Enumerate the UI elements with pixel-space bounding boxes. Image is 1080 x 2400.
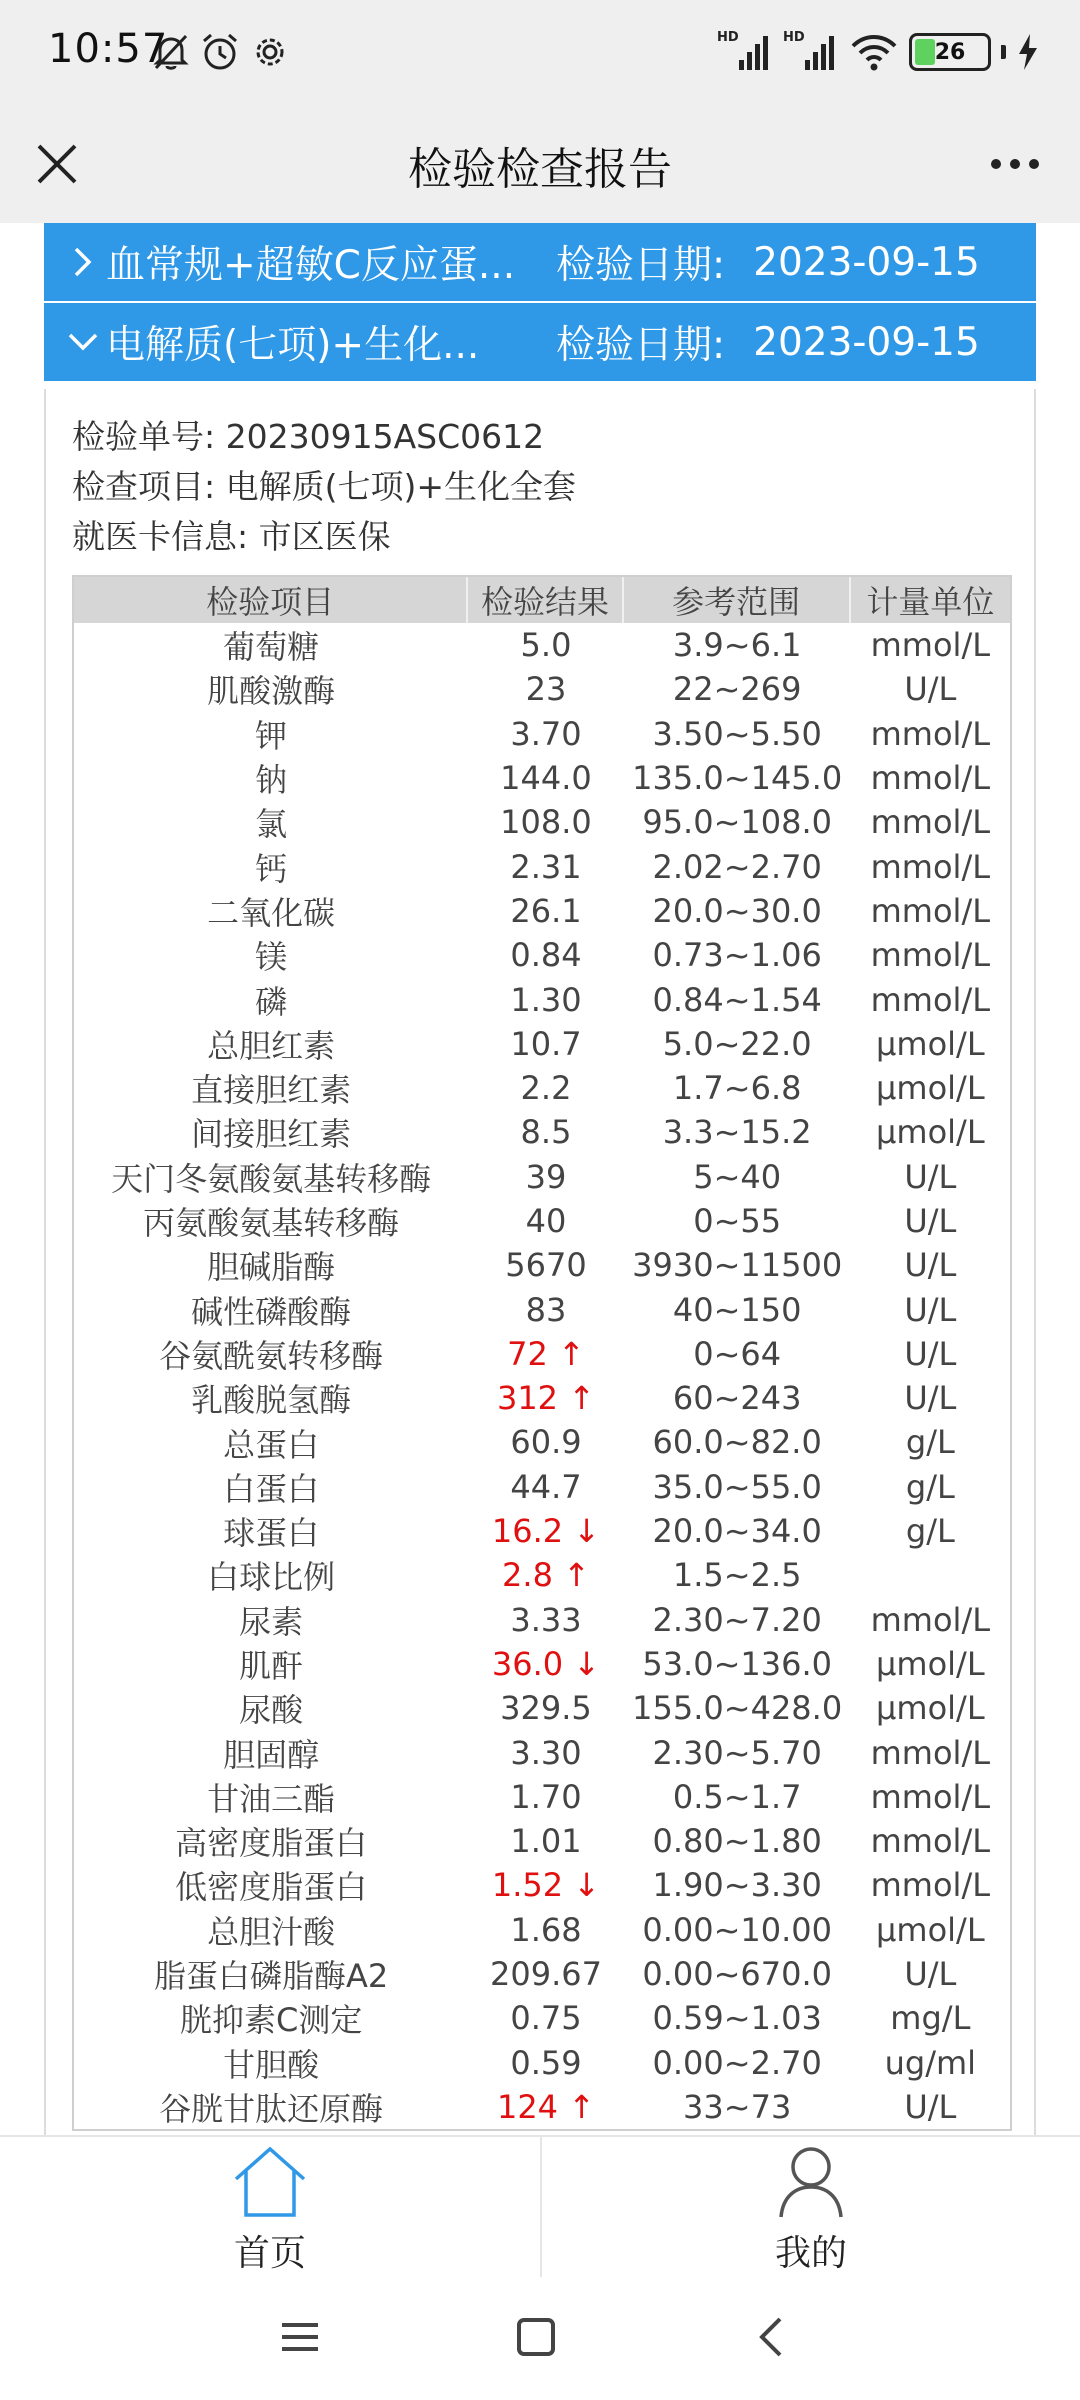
header-result: 检验结果 (468, 577, 623, 623)
cell-result: 0.84 (510, 936, 582, 975)
cell-range: 155.0~428.0 (632, 1689, 843, 1728)
report-content (0, 223, 1080, 2135)
cell-item-name: 胱抑素C测定 (179, 2001, 363, 2040)
cell-item-name: 尿酸 (239, 1691, 304, 1730)
cell-range: 0.84~1.54 (652, 980, 822, 1019)
table-row (74, 844, 1010, 888)
cell-item-name: 天门冬氨酸氨基转移酶 (111, 1159, 432, 1198)
cell-unit: U/L (904, 2087, 957, 2126)
charging-icon (1016, 32, 1040, 72)
cell-range: 3.3~15.2 (662, 1113, 812, 1152)
cell-unit: U/L (904, 1290, 957, 1329)
cell-range: 95.0~108.0 (642, 803, 832, 842)
cell-unit: g/L (905, 1512, 955, 1551)
cell-item-name: 谷胱甘肽还原酶 (159, 2089, 384, 2128)
status-time: 10:57 (48, 26, 169, 72)
home-square-icon[interactable] (506, 2307, 566, 2367)
cell-unit: mmol/L (870, 936, 991, 975)
system-nav (0, 2277, 1080, 2400)
cell-range: 2.02~2.70 (652, 847, 822, 886)
cell-result: 1.30 (510, 980, 582, 1019)
table-row (74, 977, 1010, 1021)
table-row (74, 933, 1010, 977)
cell-range: 3.50~5.50 (652, 714, 822, 753)
alarm-icon (198, 30, 242, 74)
cell-result: 0.75 (510, 1999, 582, 2038)
cell-unit: μmol/L (876, 1689, 985, 1728)
cell-unit: mg/L (890, 1999, 971, 2038)
cell-unit: mmol/L (870, 1777, 991, 1816)
cell-unit: μmol/L (876, 1069, 985, 1108)
table-row (74, 1110, 1010, 1154)
cell-unit: U/L (904, 1246, 957, 1285)
table-row (74, 1730, 1010, 1774)
header-item: 检验项目 (74, 577, 468, 623)
cell-result: 23 (525, 670, 567, 709)
signal-icon-2: HD (783, 30, 839, 74)
table-row (74, 1376, 1010, 1420)
menu-icon[interactable] (270, 2307, 330, 2367)
cell-item-name: 总胆红素 (207, 1026, 336, 1065)
app-bar (0, 105, 1080, 223)
cell-unit: μmol/L (876, 1910, 985, 1949)
table-row (74, 2041, 1010, 2085)
cell-result: 39 (525, 1157, 567, 1196)
cell-item-name: 碱性磷酸酶 (191, 1292, 352, 1331)
cell-unit: U/L (904, 1379, 957, 1418)
cell-result: 144.0 (500, 759, 592, 798)
cell-range: 33~73 (683, 2087, 792, 2126)
home-icon (230, 2143, 310, 2221)
cell-range: 5.0~22.0 (662, 1024, 812, 1063)
cell-unit: mmol/L (870, 803, 991, 842)
cell-result: 10.7 (510, 1024, 582, 1063)
nav-mine[interactable] (540, 2137, 1080, 2277)
cell-range: 0.00~670.0 (642, 1955, 832, 1994)
cell-range: 1.5~2.5 (672, 1556, 802, 1595)
status-right (717, 30, 1040, 74)
cell-range: 3.9~6.1 (672, 626, 802, 665)
cell-unit: mmol/L (870, 1822, 991, 1861)
accordion-date: 2023-09-15 (753, 239, 980, 285)
mute-bell-icon (150, 30, 192, 74)
cell-item-name: 高密度脂蛋白 (175, 1824, 368, 1863)
cell-range: 20.0~30.0 (652, 891, 822, 930)
chevron-down-icon (66, 325, 100, 359)
table-body (74, 623, 1010, 2129)
cell-item-name: 钠 (255, 761, 288, 800)
cell-range: 1.7~6.8 (672, 1069, 802, 1108)
cell-result: 60.9 (510, 1423, 582, 1462)
cell-unit: mmol/L (870, 1733, 991, 1772)
signal-icon: HD (717, 30, 773, 74)
status-bar (0, 0, 1080, 105)
cell-item-name: 氯 (255, 805, 288, 844)
cell-item-name: 低密度脂蛋白 (175, 1868, 368, 1907)
cell-item-name: 总胆汁酸 (207, 1912, 336, 1951)
table-row (74, 800, 1010, 844)
cell-range: 22~269 (672, 670, 802, 709)
table-row (74, 1420, 1010, 1464)
cell-unit: μmol/L (876, 1024, 985, 1063)
cell-result: 329.5 (500, 1689, 592, 1728)
nav-mine-label: 我的 (774, 2233, 847, 2274)
accordion-title: 电解质(七项)+生化... (106, 323, 480, 368)
accordion-blood-routine[interactable] (44, 223, 1036, 301)
more-icon[interactable] (980, 137, 1050, 191)
cell-range: 2.30~7.20 (652, 1600, 822, 1639)
battery-icon (909, 33, 991, 71)
cell-range: 20.0~34.0 (652, 1512, 822, 1551)
cell-range: 60.0~82.0 (652, 1423, 822, 1462)
table-row (74, 1642, 1010, 1686)
cell-range: 0~55 (693, 1202, 782, 1240)
table-row (74, 667, 1010, 711)
back-icon[interactable] (742, 2307, 802, 2367)
table-header (74, 577, 1010, 623)
cell-item-name: 丙氨酸氨基转移酶 (143, 1204, 400, 1243)
cell-result: 83 (525, 1290, 567, 1329)
table-row (74, 889, 1010, 933)
cell-item-name: 白球比例 (207, 1558, 336, 1597)
cell-result: 2.31 (510, 847, 582, 886)
wifi-icon (849, 30, 899, 74)
cell-unit: μmol/L (876, 1644, 985, 1683)
cell-unit: mmol/L (870, 891, 991, 930)
table-row (74, 1022, 1010, 1066)
gear-icon (252, 30, 288, 74)
cell-range: 5~40 (693, 1157, 782, 1196)
cell-unit: mmol/L (870, 980, 991, 1019)
cell-unit: μmol/L (876, 1113, 985, 1152)
cell-range: 0.00~2.70 (652, 2043, 822, 2082)
cell-result: 3.30 (510, 1733, 582, 1772)
cell-unit: g/L (905, 1467, 955, 1506)
cell-unit: mmol/L (870, 1600, 991, 1639)
cell-unit: U/L (904, 1157, 957, 1196)
table-row (74, 1066, 1010, 1110)
cell-unit: U/L (904, 1202, 957, 1240)
cell-result: 40 (525, 1202, 567, 1240)
accordion-electrolyte[interactable] (44, 303, 1036, 381)
cell-item-name: 胆碱脂酶 (207, 1248, 336, 1287)
cell-item-name: 间接胆红素 (191, 1115, 352, 1154)
cell-result: 8.5 (520, 1113, 572, 1152)
cell-range: 135.0~145.0 (632, 759, 843, 798)
cell-result: 1.52 ↓ (491, 1866, 601, 1905)
cell-item-name: 总蛋白 (223, 1425, 320, 1464)
cell-result: 5.0 (520, 626, 572, 665)
cell-range: 0.00~10.00 (642, 1910, 832, 1949)
cell-item-name: 谷氨酰氨转移酶 (159, 1336, 384, 1375)
cell-result: 124 ↑ (496, 2087, 596, 2126)
table-row (74, 1863, 1010, 1907)
cell-result: 312 ↑ (496, 1379, 596, 1418)
table-row (74, 1996, 1010, 2040)
cell-result: 108.0 (500, 803, 592, 842)
table-row (74, 712, 1010, 756)
table-row (74, 1155, 1010, 1199)
table-row (74, 1952, 1010, 1996)
header-range: 参考范围 (624, 577, 851, 623)
cell-result: 36.0 ↓ (491, 1644, 601, 1683)
cell-result: 0.59 (510, 2043, 582, 2082)
cell-unit: U/L (904, 670, 957, 709)
accordion-date-label: 检验日期: (556, 243, 726, 288)
cell-range: 53.0~136.0 (642, 1644, 832, 1683)
table-row (74, 1686, 1010, 1730)
cell-unit: ug/ml (884, 2043, 977, 2082)
table-row (74, 1332, 1010, 1376)
cell-range: 35.0~55.0 (652, 1467, 822, 1506)
accordion-title: 血常规+超敏C反应蛋... (106, 243, 516, 288)
cell-item-name: 直接胆红素 (191, 1071, 352, 1110)
table-row (74, 756, 1010, 800)
cell-result: 1.70 (510, 1777, 582, 1816)
results-table (72, 575, 1012, 2131)
cell-unit: mmol/L (870, 714, 991, 753)
table-row (74, 1287, 1010, 1331)
table-row (74, 1819, 1010, 1863)
table-row (74, 1908, 1010, 1952)
cell-result: 3.70 (510, 714, 582, 753)
page-title: 检验检查报告 (408, 144, 672, 195)
cell-item-name: 甘油三酯 (207, 1779, 336, 1818)
cell-item-name: 镁 (255, 938, 288, 977)
cell-item-name: 甘胆酸 (223, 2045, 320, 2084)
cell-item-name: 肌酸激酶 (207, 672, 336, 711)
order-number: 检验单号: 20230915ASC0612 (72, 417, 545, 456)
cell-result: 26.1 (510, 891, 582, 930)
cell-item-name: 钙 (255, 849, 288, 888)
table-row (74, 1465, 1010, 1509)
user-icon (771, 2143, 851, 2221)
cell-result: 2.8 ↑ (502, 1556, 590, 1595)
cell-unit: mmol/L (870, 759, 991, 798)
cell-unit: U/L (904, 1334, 957, 1373)
table-row (74, 1775, 1010, 1819)
cell-range: 0.73~1.06 (652, 936, 822, 975)
bottom-nav (0, 2135, 1080, 2277)
cell-item-name: 球蛋白 (223, 1514, 320, 1553)
table-row (74, 1509, 1010, 1553)
cell-item-name: 胆固醇 (223, 1735, 320, 1774)
cell-result: 44.7 (510, 1467, 582, 1506)
cell-item-name: 磷 (255, 982, 288, 1021)
cell-result: 16.2 ↓ (491, 1512, 601, 1551)
cell-result: 72 ↑ (507, 1334, 585, 1373)
cell-item-name: 肌酐 (239, 1646, 304, 1685)
cell-range: 0.5~1.7 (672, 1777, 802, 1816)
cell-unit: U/L (904, 1955, 957, 1994)
cell-result: 2.2 (520, 1069, 572, 1108)
accordion-date: 2023-09-15 (753, 319, 980, 365)
exam-item: 检查项目: 电解质(七项)+生化全套 (72, 467, 577, 506)
battery-cap (1001, 45, 1006, 59)
cell-range: 0.59~1.03 (652, 1999, 822, 2038)
cell-range: 60~243 (672, 1379, 802, 1418)
medical-card-info: 就医卡信息: 市区医保 (72, 517, 391, 556)
nav-home[interactable] (0, 2137, 540, 2277)
table-row (74, 1553, 1010, 1597)
accordion-date-label: 检验日期: (556, 323, 726, 368)
table-row (74, 1598, 1010, 1642)
report-panel (44, 389, 1036, 2137)
table-row (74, 2085, 1010, 2129)
table-row (74, 623, 1010, 667)
cell-range: 1.90~3.30 (652, 1866, 822, 1905)
cell-unit: mmol/L (870, 847, 991, 886)
cell-item-name: 二氧化碳 (207, 893, 336, 932)
cell-range: 40~150 (672, 1290, 802, 1329)
cell-item-name: 脂蛋白磷脂酶A2 (154, 1957, 389, 1996)
cell-item-name: 乳酸脱氢酶 (191, 1381, 352, 1420)
cell-item-name: 钾 (255, 716, 288, 755)
cell-result: 5670 (505, 1246, 587, 1285)
cell-range: 2.30~5.70 (652, 1733, 822, 1772)
cell-range: 3930~11500 (632, 1246, 843, 1285)
nav-home-label: 首页 (233, 2233, 306, 2274)
battery-level: 26 (934, 39, 966, 65)
cell-unit: mmol/L (870, 626, 991, 665)
table-row (74, 1199, 1010, 1243)
cell-result: 3.33 (510, 1600, 582, 1639)
header-unit: 计量单位 (866, 583, 995, 621)
cell-item-name: 尿素 (239, 1602, 304, 1641)
cell-result: 1.68 (510, 1910, 582, 1949)
chevron-right-icon (66, 245, 100, 279)
cell-range: 0~64 (693, 1334, 782, 1373)
cell-range: 0.80~1.80 (652, 1822, 822, 1861)
cell-result: 209.67 (490, 1955, 602, 1994)
cell-unit: g/L (905, 1423, 955, 1462)
table-row (74, 1243, 1010, 1287)
cell-item-name: 白蛋白 (223, 1469, 320, 1508)
cell-item-name: 葡萄糖 (223, 628, 320, 667)
cell-result: 1.01 (510, 1822, 582, 1861)
cell-unit: mmol/L (870, 1866, 991, 1905)
